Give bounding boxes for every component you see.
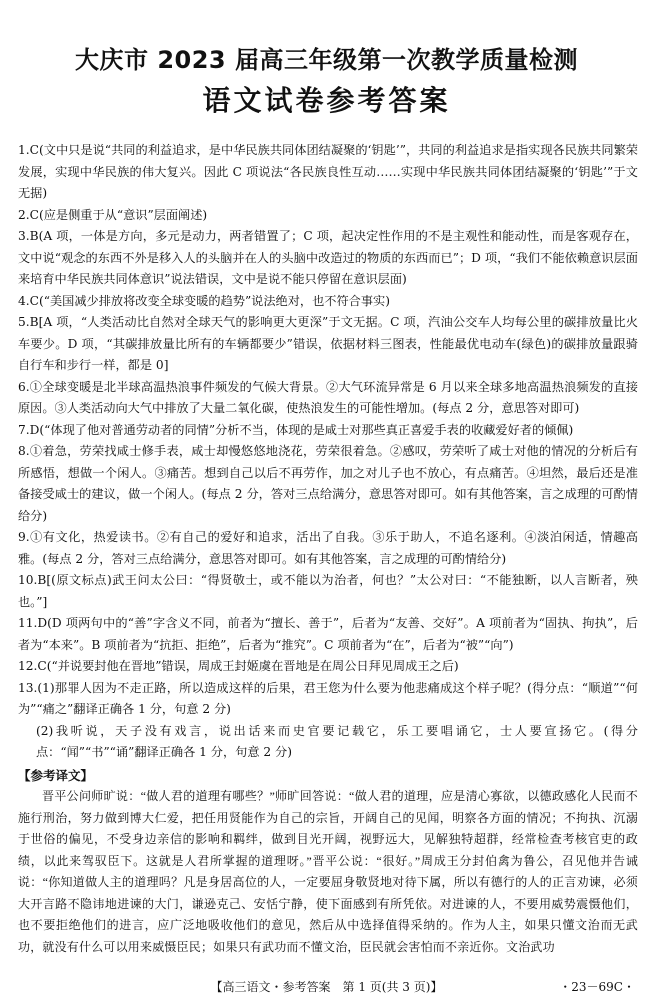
answer-item <box>18 312 638 377</box>
answer-number: 1. <box>18 143 30 157</box>
answer-item <box>18 656 638 678</box>
answer-number: 8. <box>18 444 30 458</box>
answer-text: ①着急，劳荣找咸士修手表，咸士却慢悠悠地浇花，劳荣很着急。②感叹，劳荣听了咸士对他的情况的分析后有所感悟，想做一个闲人。③痛苦。想到自己以后不再劳作，加之对儿子也不放心，有点痛苦。④坦然，最后还是准备接受咸士的建议，做一个闲人。(每点 2 分，答对三点给满分，意思答对即可。如有其他答案，言之成理的可酌情给分) <box>18 444 638 523</box>
answer-text: ①全球变暖是北半球高温热浪事件频发的气候大背景。②大气环流异常是 6 月以来全球多地高温热浪频发的直接原因。③人类活动向大气中排放了大量二氧化碳，使热浪发生的可能性增加。(每点 2 分，意思答对即可) <box>18 379 638 415</box>
answer-item <box>18 291 638 313</box>
answer-item <box>18 441 638 527</box>
answer-number: 2. <box>18 207 30 222</box>
title-block <box>0 0 653 120</box>
answer-item <box>18 613 638 656</box>
answer-text: D(“体现了他对普通劳动者的同情”分析不当，体现的是咸士对那些真正喜爱手表的收藏爱好者的倾佩) <box>29 422 574 437</box>
answer-text: C(文中只是说“共同的利益追求，是中华民族共同体团结凝聚的‘钥匙’”，共同的利益追求是指实现各民族共同繁荣发展，实现中华民族的伟大复兴。因此 C 项说法“各民族良性互动……实现中华民族共同体团结凝聚的‘钥匙’”于文无据) <box>18 143 638 200</box>
answer-text: (2)我听说，天子没有戏言，说出话来而史官要记载它，乐工要唱诵它，士人要宣扬它。(得分点：“闻”“书”“诵”翻译正确各 1 分，句意 2 分) <box>36 723 638 759</box>
answer-number: 10. <box>18 573 38 587</box>
answer-item <box>18 226 638 291</box>
answer-text: B[(原文标点)武王问太公曰：“得贤敬士，或不能以为治者，何也？”太公对曰：“不能独断，以人言断者，殃也。”] <box>18 573 638 609</box>
answer-text: D(D 项两句中的“善”字含义不同，前者为“擅长、善于”，后者为“友善、交好”。A 项前者为“固执、拘执”，后者为“本来”。B 项前者为“抗拒、拒绝”，后者为“推究”。C 项前者为“在”，后者为“被”“向”) <box>18 616 638 652</box>
answer-item <box>18 570 638 613</box>
answer-text: (1)那罪人因为不走正路，所以造成这样的后果，君王您为什么要为他悲痛成这个样子呢？(得分点：“顺道”“何为”“痛之”翻译正确各 1 分，句意 2 分) <box>18 680 638 716</box>
answer-text: ①有文化，热爱读书。②有自己的爱好和追求，活出了自我。③乐于助人，不追名逐利。④淡泊闲适，情趣高雅。(每点 2 分，答对三点给满分，意思答对即可。如有其他答案，言之成理的可酌情给分) <box>18 530 638 566</box>
answer-item <box>18 420 638 442</box>
footer-code: ・23－69C・ <box>559 980 635 994</box>
reference-heading: 【参考译文】 <box>18 767 94 783</box>
answer-item <box>18 527 638 570</box>
page-subtitle: 语文试卷参考答案 <box>202 84 451 117</box>
reference-translation: 晋平公问师旷说：“做人君的道理有哪些？”师旷回答说：“做人君的道理，应是清心寡欲，以德政感化人民而不施行刑治，努力做到博大仁爱，把任用贤能作为自己的宗旨，开阔自己的见闻，明察各方面的情况；不拘执、沉溺于世俗的偏见，不受身边亲信的影响和羁绊，做到目光开阔，视野远大，见解独特超群，经常检查考核官吏的政绩，以此来驾驭臣下。这就是人君所掌握的道理呀。”晋平公说：“很好。”周成王分封伯禽为鲁公，召见他并告诫说：“你知道做人主的道理吗？凡是身居高位的人，一定要屈身敬贤地对待下属，所以有德行的人的正言劝谏，必须大开言路不隐讳地进谏的大门，谦逊克己、安恬宁静，使下面感到有所凭依。对进谏的人，不要用威势震慑他们，也不要拒绝他们的进言，应广泛地吸收他们的意见，然后从中选择值得采纳的。作为人主，如果只懂文治而无武功，就没有什么可以用来威慑臣民；如果只有武功而不懂文治，臣民就会害怕而不亲近你。文治武功 <box>18 789 638 954</box>
footer-page-info: 【高三语文・参考答案 第 1 页(共 3 页)】 <box>210 980 443 994</box>
answer-text: C(应是侧重于从“意识”层面阐述) <box>29 207 208 222</box>
answer-text: C(“并说要封他在晋地”错误，周成王封姬虞在晋地是在周公日拜见周成王之后) <box>37 659 459 673</box>
answer-number: 9. <box>18 530 30 544</box>
answer-item-continuation <box>18 721 638 764</box>
answer-number: 7. <box>18 422 30 437</box>
answer-number: 6. <box>18 379 30 394</box>
answer-item <box>18 205 638 227</box>
answer-items <box>18 140 638 764</box>
answer-number: 13. <box>18 680 38 695</box>
answer-number: 4. <box>18 293 30 308</box>
answer-text: B[A 项，“人类活动比自然对全球天气的影响更大更深”于文无据。C 项，汽油公交车人均每公里的碳排放量比火车要少。D 项，“其碳排放量比所有的车辆都要少”错误，依据材料三图表，性能最优电动车(绿色)的碳排放量跟骑自行车和步行一样，都是 0] <box>18 315 638 372</box>
answer-item <box>18 678 638 721</box>
answer-text: C(“美国减少排放将改变全球变暖的趋势”说法绝对，也不符合事实) <box>29 293 390 308</box>
answer-list <box>18 140 638 958</box>
answer-text: B(A 项，一体是方向，多元是动力，两者错置了；C 项，起决定性作用的不是主观性和能动性，而是客观存在，文中说“观念的东西不外是移入人的头脑并在人的头脑中改造过的物质的东西而已”；D 项，“我们不能依赖意识层面来培育中华民族共同体意识”说法错误，文中是说不能只停留在意识层面) <box>18 229 638 286</box>
answer-item <box>18 377 638 420</box>
page-title: 大庆市 2023 届高三年级第一次教学质量检测 <box>74 46 578 74</box>
answer-number: 12. <box>18 659 38 673</box>
answer-number: 11. <box>18 616 38 630</box>
answer-number: 3. <box>18 229 30 243</box>
answer-number: 5. <box>18 315 30 329</box>
page-footer <box>0 976 653 1000</box>
answer-item <box>18 140 638 205</box>
